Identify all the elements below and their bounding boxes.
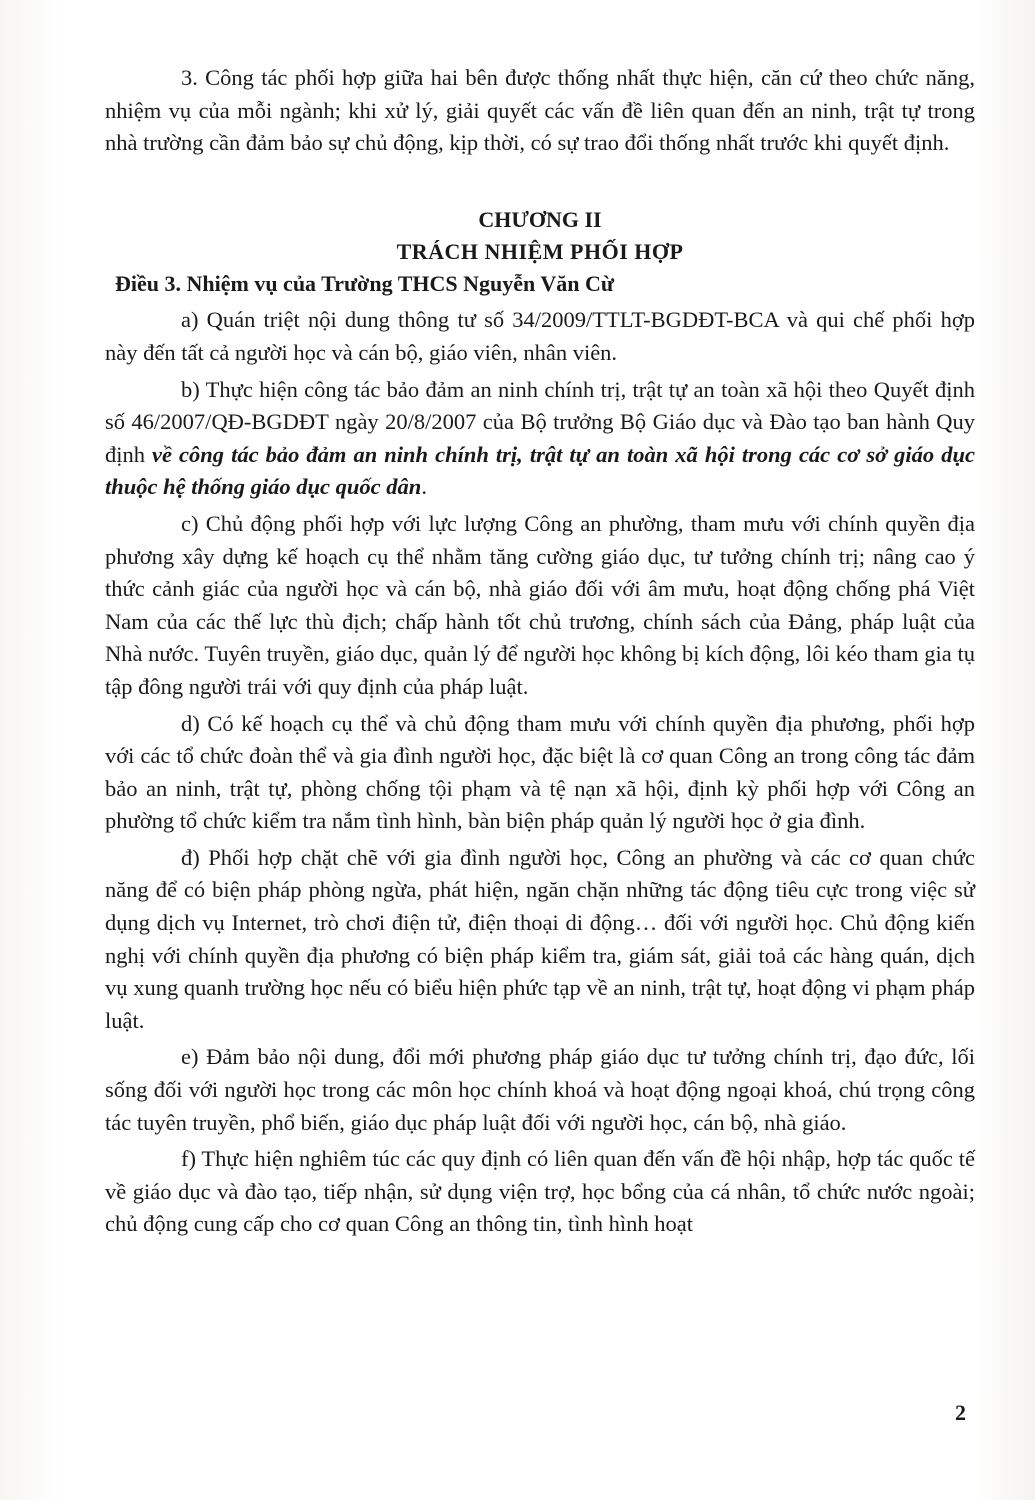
item-b-text: b) Thực hiện công tác bảo đảm an ninh chính trị, trật tự an toàn xã hội theo Quyết định số 46/2007/QĐ-BGDĐT ngày 20/8/2007 của Bộ trưởng Bộ Giáo dục và Đào tạo ban hành Quy định (105, 376, 975, 467)
intro-paragraph: 3. Công tác phối hợp giữa hai bên được thống nhất thực hiện, căn cứ theo chức năng, nhiệm vụ của mỗi ngành; khi xử lý, giải quyết các vấn đề liên quan đến an ninh, trật tự trong nhà trường cần đảm bảo sự chủ động, kịp thời, có sự trao đổi thống nhất trước khi quyết định. (105, 65, 975, 156)
chapter-label: CHƯƠNG II (478, 206, 602, 232)
item-e: e) Đảm bảo nội dung, đổi mới phương pháp giáo dục tư tưởng chính trị, đạo đức, lối sống đối với người học trong các môn học chính khoá và hoạt động ngoại khoá, chú trọng công tác tuyên truyền, phổ biến, giáo dục pháp luật đối với người học, cán bộ, nhà giáo. (105, 1044, 975, 1135)
page-number: 2 (955, 1400, 966, 1425)
item-b-suffix: . (421, 474, 427, 500)
article-heading: Điều 3. Nhiệm vụ của Trường THCS Nguyễn Văn Cừ (115, 270, 615, 296)
item-b (105, 374, 975, 504)
item-c: c) Chủ động phối hợp với lực lượng Công an phường, tham mưu với chính quyền địa phương xây dựng kế hoạch cụ thể nhằm tăng cường giáo dục, tư tưởng chính trị; nâng cao ý thức cảnh giác của người học và cán bộ, nhà giáo đối với âm mưu, hoạt động chống phá Việt Nam của các thế lực thù địch; chấp hành tốt chủ trương, chính sách của Đảng, pháp luật của Nhà nước. Tuyên truyền, giáo dục, quản lý để người học không bị kích động, lôi kéo tham gia tụ tập đông người trái với quy định của pháp luật. (105, 510, 975, 699)
item-d: d) Có kế hoạch cụ thể và chủ động tham mưu với chính quyền địa phương, phối hợp với các tổ chức đoàn thể và gia đình người học, đặc biệt là cơ quan Công an trong công tác đảm bảo an ninh, trật tự, phòng chống tội phạm và tệ nạn xã hội, định kỳ phối hợp với Công an phường tổ chức kiểm tra nắm tình hình, bàn biện pháp quản lý người học ở gia đình. (105, 710, 975, 834)
item-dd: đ) Phối hợp chặt chẽ với gia đình người học, Công an phường và các cơ quan chức năng để có biện pháp phòng ngừa, phát hiện, ngăn chặn những tác động tiêu cực trong việc sử dụng dịch vụ Internet, trò chơi điện tử, điện thoại di động… đối với người học. Chủ động kiến nghị với chính quyền địa phương có biện pháp kiểm tra, giám sát, giải toả các hàng quán, dịch vụ xung quanh trường học nếu có biểu hiện phức tạp về an ninh, trật tự, hoạt động vi phạm pháp luật. (105, 844, 975, 1033)
item-b-emphasis: về công tác bảo đảm an ninh chính trị, trật tự an toàn xã hội trong các cơ sở giáo dục thuộc hệ thống giáo dục quốc dân (105, 441, 975, 500)
chapter-title: TRÁCH NHIỆM PHỐI HỢP (396, 238, 684, 264)
item-a: a) Quán triệt nội dung thông tư số 34/2009/TTLT-BGDĐT-BCA và qui chế phối hợp này đến tất cả người học và cán bộ, giáo viên, nhân viên. (105, 307, 975, 365)
item-f: f) Thực hiện nghiêm túc các quy định có liên quan đến vấn đề hội nhập, hợp tác quốc tế về giáo dục và đào tạo, tiếp nhận, sử dụng viện trợ, học bổng của cá nhân, tổ chức nước ngoài; chủ động cung cấp cho cơ quan Công an thông tin, tình hình hoạt (105, 1146, 975, 1237)
document-body (105, 62, 975, 1245)
